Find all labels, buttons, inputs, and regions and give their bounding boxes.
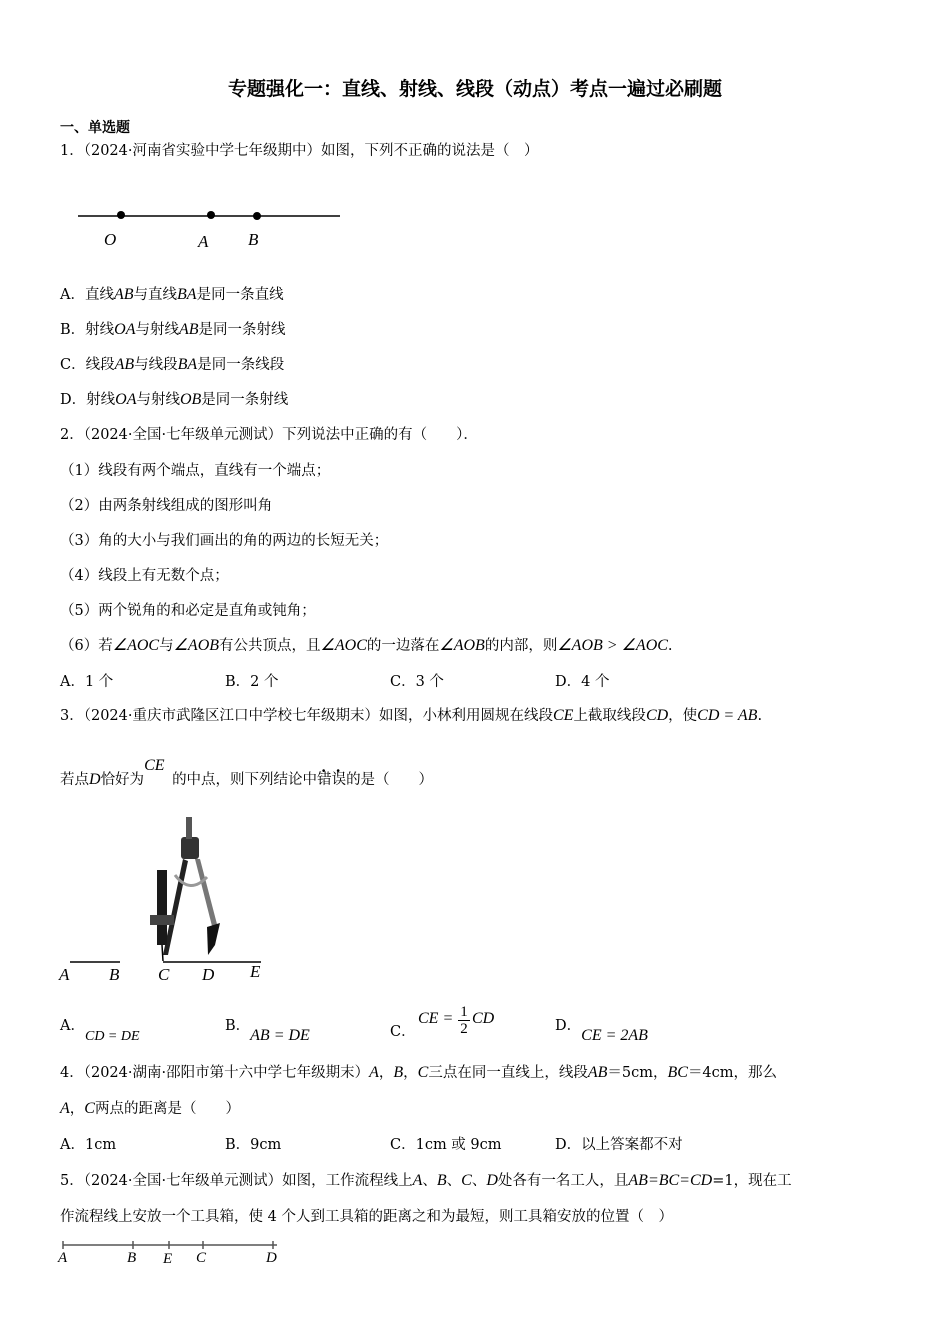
q5-figure xyxy=(55,1237,290,1267)
q4-stem-line2 xyxy=(60,1099,240,1119)
label-d: D xyxy=(266,1250,277,1266)
opt-text: 与直线 xyxy=(133,287,178,303)
math: BA xyxy=(177,286,197,303)
label-a: A xyxy=(59,965,70,984)
math: C xyxy=(461,1172,472,1189)
q3-compass-figure xyxy=(55,815,285,990)
q2-option-c[interactable]: C．3 个 xyxy=(390,674,444,690)
math: ∠AOB xyxy=(173,637,220,654)
text: ， xyxy=(378,1065,394,1081)
q3-option-b[interactable] xyxy=(225,1016,310,1044)
math: OA xyxy=(114,321,136,338)
label-o: O xyxy=(104,230,117,249)
opt-text: 与射线 xyxy=(136,392,180,408)
fraction-numerator: 1 xyxy=(458,1004,470,1021)
opt-text: D．射线 xyxy=(60,392,116,408)
math: C xyxy=(417,1064,429,1081)
text: 、 xyxy=(422,1173,437,1189)
q1-option-c[interactable] xyxy=(60,355,284,375)
math: AB xyxy=(178,321,199,338)
math: ∠AOC xyxy=(320,637,367,654)
math: ∠AOC xyxy=(112,637,160,654)
q2-option-a[interactable]: A．1 个 xyxy=(60,674,114,690)
math: AB xyxy=(114,356,135,373)
opt-label: C． xyxy=(390,1024,416,1040)
label-a: A xyxy=(58,1250,68,1266)
math: AB=BC=CD xyxy=(628,1172,713,1189)
text: . xyxy=(757,708,763,724)
math: OB xyxy=(179,391,202,408)
text: . xyxy=(667,638,673,654)
q3-option-d[interactable] xyxy=(555,1016,648,1044)
opt-text: 与线段 xyxy=(134,357,178,373)
text: 处各有一名工人，且 xyxy=(497,1173,629,1189)
q1-option-d[interactable] xyxy=(60,390,288,410)
opt-label: A． xyxy=(60,1018,85,1034)
q3-option-c-lhs: CE = xyxy=(418,1010,454,1027)
q1-figure xyxy=(70,200,350,255)
q2-statement-5: （5）两个锐角的和必定是直角或钝角； xyxy=(60,603,316,619)
text: 、 xyxy=(446,1173,462,1189)
label-c: C xyxy=(158,965,170,984)
math: CD = DE xyxy=(84,1029,140,1044)
math: CE = 2AB xyxy=(581,1027,648,1044)
page-title: 专题强化一：直线、射线、线段（动点）考点一遍过必刷题 xyxy=(227,78,722,100)
label-c: C xyxy=(196,1250,207,1266)
section-heading: 一、单选题 xyxy=(60,120,130,136)
text: 与 xyxy=(159,638,174,654)
math: C xyxy=(84,1100,95,1117)
text: ＝4cm，那么 xyxy=(687,1065,778,1081)
opt-text: 是同一条射线 xyxy=(201,392,289,408)
text: 4．（2024·湖南·邵阳市第十六中学七年级期末） xyxy=(60,1065,370,1081)
opt-text: C．线段 xyxy=(60,357,115,373)
math: B xyxy=(393,1064,404,1081)
q2-option-b[interactable]: B．2 个 xyxy=(225,674,279,690)
q2-statement-2: （2）由两条射线组成的图形叫角 xyxy=(60,498,273,514)
math: B xyxy=(436,1172,447,1189)
opt-label: B． xyxy=(225,1018,251,1034)
text: 、 xyxy=(471,1173,487,1189)
q2-statement-3: （3）角的大小与我们画出的角的两边的长短无关； xyxy=(60,533,389,549)
text: 有公共顶点，且 xyxy=(219,638,321,654)
opt-text: A．直线 xyxy=(60,287,114,303)
text: 的中点，则下列结论中 xyxy=(172,772,318,788)
text: ＝5cm， xyxy=(607,1065,668,1081)
math: A xyxy=(412,1172,423,1189)
opt-text: 是同一条直线 xyxy=(196,287,284,303)
math: CE xyxy=(144,757,165,774)
opt-text: 是同一条线段 xyxy=(197,357,285,373)
math: A xyxy=(369,1064,379,1081)
q2-statement-4: （4）线段上有无数个点； xyxy=(60,568,229,584)
text: 若点 xyxy=(60,772,89,788)
opt-label: D． xyxy=(555,1018,582,1034)
point-a xyxy=(207,211,215,219)
math: AB = DE xyxy=(250,1027,310,1044)
math: BC xyxy=(667,1064,688,1081)
q3-stem xyxy=(60,706,762,726)
emphasis-text: 错 xyxy=(317,772,332,788)
text: （6）若 xyxy=(60,638,113,654)
compass-icon xyxy=(150,817,220,961)
text: 三点在同一直线上，线段 xyxy=(428,1065,588,1081)
label-e: E xyxy=(250,962,261,981)
q3-option-a[interactable] xyxy=(60,1016,140,1044)
q4-option-b[interactable]: B．9cm xyxy=(225,1137,282,1153)
math: OA xyxy=(115,391,137,408)
math: CE xyxy=(552,707,574,724)
text: ， xyxy=(69,1101,85,1117)
text: 的一边落在 xyxy=(366,638,440,654)
text: 的内部，则 xyxy=(484,638,558,654)
q1-stem: 1．（2024·河南省实验中学七年级期中）如图，下列不正确的说法是（ ） xyxy=(60,143,539,159)
q2-statement-1: （1）线段有两个端点，直线有一个端点； xyxy=(60,463,331,479)
text: ， xyxy=(403,1065,418,1081)
math: BA xyxy=(177,356,198,373)
text: ，使 xyxy=(668,708,698,724)
math: D xyxy=(89,771,101,788)
math: A xyxy=(60,1100,70,1117)
q4-option-d[interactable]: D．以上答案都不对 xyxy=(555,1137,683,1153)
q1-option-b[interactable] xyxy=(60,320,286,340)
q2-stem: 2．（2024·全国·七年级单元测试）下列说法中正确的有（ ）． xyxy=(60,427,478,443)
math: AB xyxy=(113,286,134,303)
label-b: B xyxy=(127,1250,137,1266)
text: 上截取线段 xyxy=(573,708,646,724)
opt-text: 与射线 xyxy=(135,322,179,338)
label-a: A xyxy=(198,232,209,251)
opt-text: B．射线 xyxy=(60,322,115,338)
math: D xyxy=(486,1172,498,1189)
math: ∠AOB xyxy=(439,637,485,654)
q4-stem xyxy=(60,1063,777,1083)
label-b: B xyxy=(109,965,120,984)
text: =1，现在工 xyxy=(712,1173,792,1189)
q3-option-c-rhs: CD xyxy=(472,1010,495,1027)
label-e: E xyxy=(163,1251,173,1267)
q4-option-a[interactable]: A．1cm xyxy=(60,1137,117,1153)
q1-option-a[interactable] xyxy=(60,285,284,305)
text: 5．（2024·全国·七年级单元测试）如图，工作流程线上 xyxy=(60,1173,413,1189)
math: CD = AB xyxy=(697,707,758,724)
math: ∠AOB > ∠AOC xyxy=(557,637,668,654)
text: 的是（ ） xyxy=(346,772,434,788)
fraction-denominator: 2 xyxy=(460,1021,468,1037)
text: 两点的距离是（ ） xyxy=(94,1101,240,1117)
q3-option-c-fraction xyxy=(458,1004,470,1037)
q5-stem-line2: 作流程线上安放一个工具箱，使 4 个人到工具箱的距离之和为最短，则工具箱安放的位置（ ） xyxy=(60,1209,673,1225)
math: CD xyxy=(645,707,669,724)
point-o xyxy=(117,211,125,219)
q4-option-c[interactable]: C．1cm 或 9cm xyxy=(390,1137,502,1153)
q2-statement-6 xyxy=(60,636,673,656)
label-d: D xyxy=(202,965,215,984)
text: 恰好为 xyxy=(100,772,145,788)
emphasis-text: 误 xyxy=(331,772,347,788)
point-b xyxy=(253,212,261,220)
q3-stem-line2 xyxy=(60,757,434,790)
text: 3．（2024·重庆市武隆区江口中学校七年级期末）如图，小林利用圆规在线段 xyxy=(60,708,553,724)
q5-stem xyxy=(60,1171,792,1191)
opt-text: 是同一条射线 xyxy=(198,322,286,338)
q2-option-d[interactable]: D．4 个 xyxy=(555,674,610,690)
label-b: B xyxy=(248,230,259,249)
math: AB xyxy=(587,1064,608,1081)
q3-option-c[interactable] xyxy=(390,1016,416,1040)
